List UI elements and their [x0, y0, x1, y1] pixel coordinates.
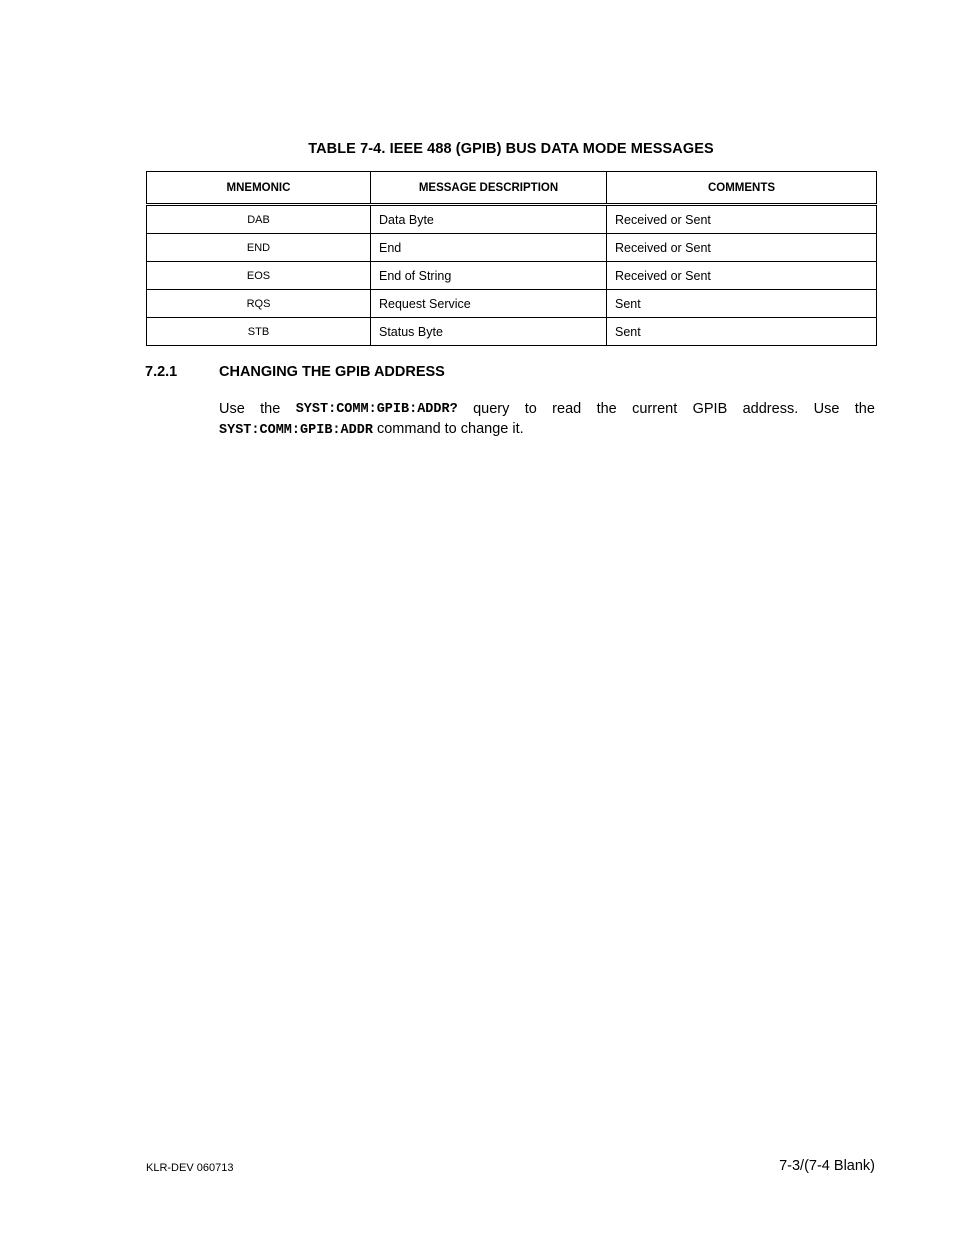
paragraph-line-2	[219, 420, 875, 441]
table-row	[147, 234, 877, 262]
description-cell: End of String	[371, 262, 607, 290]
header-message-description: MESSAGE DESCRIPTION	[371, 172, 607, 205]
section-title: CHANGING THE GPIB ADDRESS	[219, 364, 445, 380]
description-cell: Request Service	[371, 290, 607, 318]
table-row	[147, 290, 877, 318]
footer-page-number: 7-3/(7-4 Blank)	[779, 1158, 875, 1174]
paragraph-word: the	[260, 401, 281, 417]
paragraph-word: to	[524, 401, 537, 417]
paragraph-word: Use	[219, 401, 245, 417]
paragraph-word: GPIB	[692, 401, 728, 417]
comments-cell: Sent	[607, 318, 877, 346]
description-cell: End	[371, 234, 607, 262]
comments-cell: Received or Sent	[607, 234, 877, 262]
command-set: SYST:COMM:GPIB:ADDR	[219, 422, 373, 438]
paragraph-tail: command to change it.	[372, 420, 524, 437]
footer-document-id: KLR-DEV 060713	[146, 1162, 234, 1174]
header-comments: COMMENTS	[607, 172, 877, 205]
mnemonic-cell: EOS	[147, 262, 371, 290]
section-paragraph	[219, 400, 875, 440]
paragraph-line-1	[219, 400, 875, 420]
table-title: TABLE 7-4. IEEE 488 (GPIB) BUS DATA MODE MESSAGES	[308, 141, 714, 157]
section-number: 7.2.1	[145, 364, 178, 380]
paragraph-word: the	[854, 401, 875, 417]
description-cell: Status Byte	[371, 318, 607, 346]
header-mnemonic: MNEMONIC	[147, 172, 371, 205]
mnemonic-cell: RQS	[147, 290, 371, 318]
command-query: SYST:COMM:GPIB:ADDR?	[295, 402, 458, 417]
mnemonic-cell: STB	[147, 318, 371, 346]
mnemonic-cell: END	[147, 234, 371, 262]
comments-cell: Sent	[607, 290, 877, 318]
table-row	[147, 205, 877, 234]
paragraph-word: current	[632, 401, 678, 417]
table-row	[147, 318, 877, 346]
table-header-row	[147, 172, 877, 205]
gpib-messages-table	[146, 171, 877, 346]
comments-cell: Received or Sent	[607, 262, 877, 290]
paragraph-word: read	[552, 401, 582, 417]
paragraph-word: the	[596, 401, 617, 417]
mnemonic-cell: DAB	[147, 205, 371, 234]
table-row	[147, 262, 877, 290]
paragraph-word: Use	[813, 401, 840, 417]
paragraph-word: address.	[742, 401, 799, 417]
description-cell: Data Byte	[371, 205, 607, 234]
paragraph-word: query	[473, 401, 510, 417]
comments-cell: Received or Sent	[607, 205, 877, 234]
